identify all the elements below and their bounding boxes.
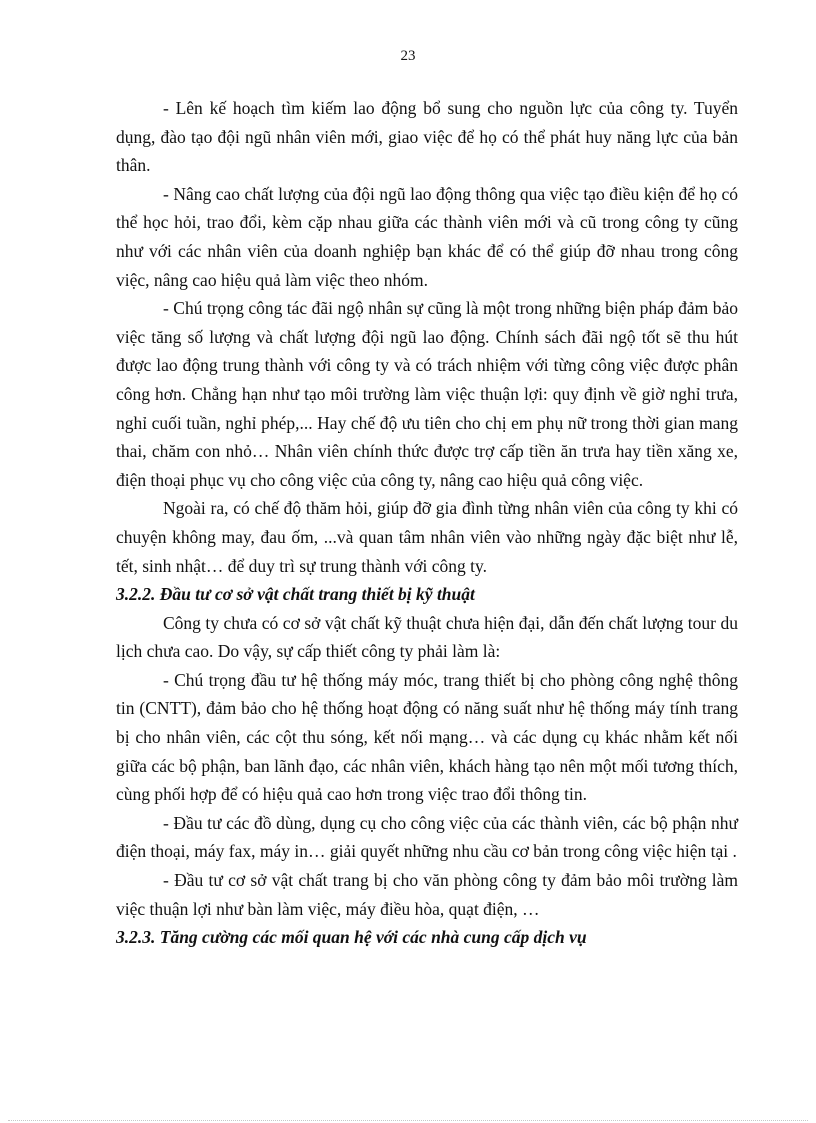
paragraph: - Lên kế hoạch tìm kiếm lao động bổ sung cho nguồn lực của công ty. Tuyển dụng, đào tạo đội ngũ nhân viên mới, giao việc để họ có thể phát huy năng lực của bản thân. [116,98,738,176]
section-heading: 3.2.2. Đầu tư cơ sở vật chất trang thiết bị kỹ thuật [116,584,475,605]
page-number: 23 [400,48,416,64]
paragraph: Công ty chưa có cơ sở vật chất kỹ thuật chưa hiện đại, dẫn đến chất lượng tour du lịch chưa cao. Do vậy, sự cấp thiết công ty phải làm là: [116,612,738,662]
document-body [116,94,738,952]
page-bottom-divider [8,1120,808,1121]
paragraph: - Đầu tư các đồ dùng, dụng cụ cho công việc của các thành viên, các bộ phận như điện thoại, máy fax, máy in… giải quyết những nhu cầu cơ bản trong công việc hiện tại . [116,812,738,862]
paragraph: - Chú trọng đầu tư hệ thống máy móc, trang thiết bị cho phòng công nghệ thông tin (CNTT), đảm bảo cho hệ thống hoạt động có năng suất như hệ thống máy tính trang bị cho nhân viên, các cột thu sóng, kết nối mạng… và các dụng cụ khác nhằm kết nối giữa các bộ phận, ban lãnh đạo, các nhân viên, khách hàng tạo nên một mối tương thích, cùng phối hợp để có hiệu quả cao hơn trong việc trao đổi thông tin. [116,669,738,805]
paragraph: Ngoài ra, có chế độ thăm hỏi, giúp đỡ gia đình từng nhân viên của công ty khi có chuyện không may, đau ốm, ...và quan tâm nhân viên vào những ngày đặc biệt như lễ, tết, sinh nhật… để duy trì sự trung thành với công ty. [116,498,738,576]
section-heading: 3.2.3. Tăng cường các mối quan hệ với các nhà cung cấp dịch vụ [116,927,587,948]
paragraph: - Chú trọng công tác đãi ngộ nhân sự cũng là một trong những biện pháp đảm bảo việc tăng số lượng và chất lượng đội ngũ lao động. Chính sách đãi ngộ tốt sẽ thu hút được lao động trung thành với công ty và có trách nhiệm với từng công việc được phân công hơn. Chẳng hạn như tạo môi trường làm việc thuận lợi: quy định về giờ nghỉ trưa, nghỉ cuối tuần, nghỉ phép,... Hay chế độ ưu tiên cho chị em phụ nữ trong thời gian mang thai, chăm con nhỏ… Nhân viên chính thức được trợ cấp tiền ăn trưa hay tiền xăng xe, điện thoại phục vụ cho công việc của công ty, nâng cao hiệu quả công việc. [116,298,738,490]
paragraph: - Nâng cao chất lượng của đội ngũ lao động thông qua việc tạo điều kiện để họ có thể học hỏi, trao đổi, kèm cặp nhau giữa các thành viên mới và cũ trong công ty cũng như với các nhân viên của doanh nghiệp bạn khác để có thể giúp đỡ nhau trong công việc, nâng cao hiệu quả làm việc theo nhóm. [116,183,738,290]
paragraph: - Đầu tư cơ sở vật chất trang bị cho văn phòng công ty đảm bảo môi trường làm việc thuận lợi như bàn làm việc, máy điều hòa, quạt điện, … [116,870,738,919]
